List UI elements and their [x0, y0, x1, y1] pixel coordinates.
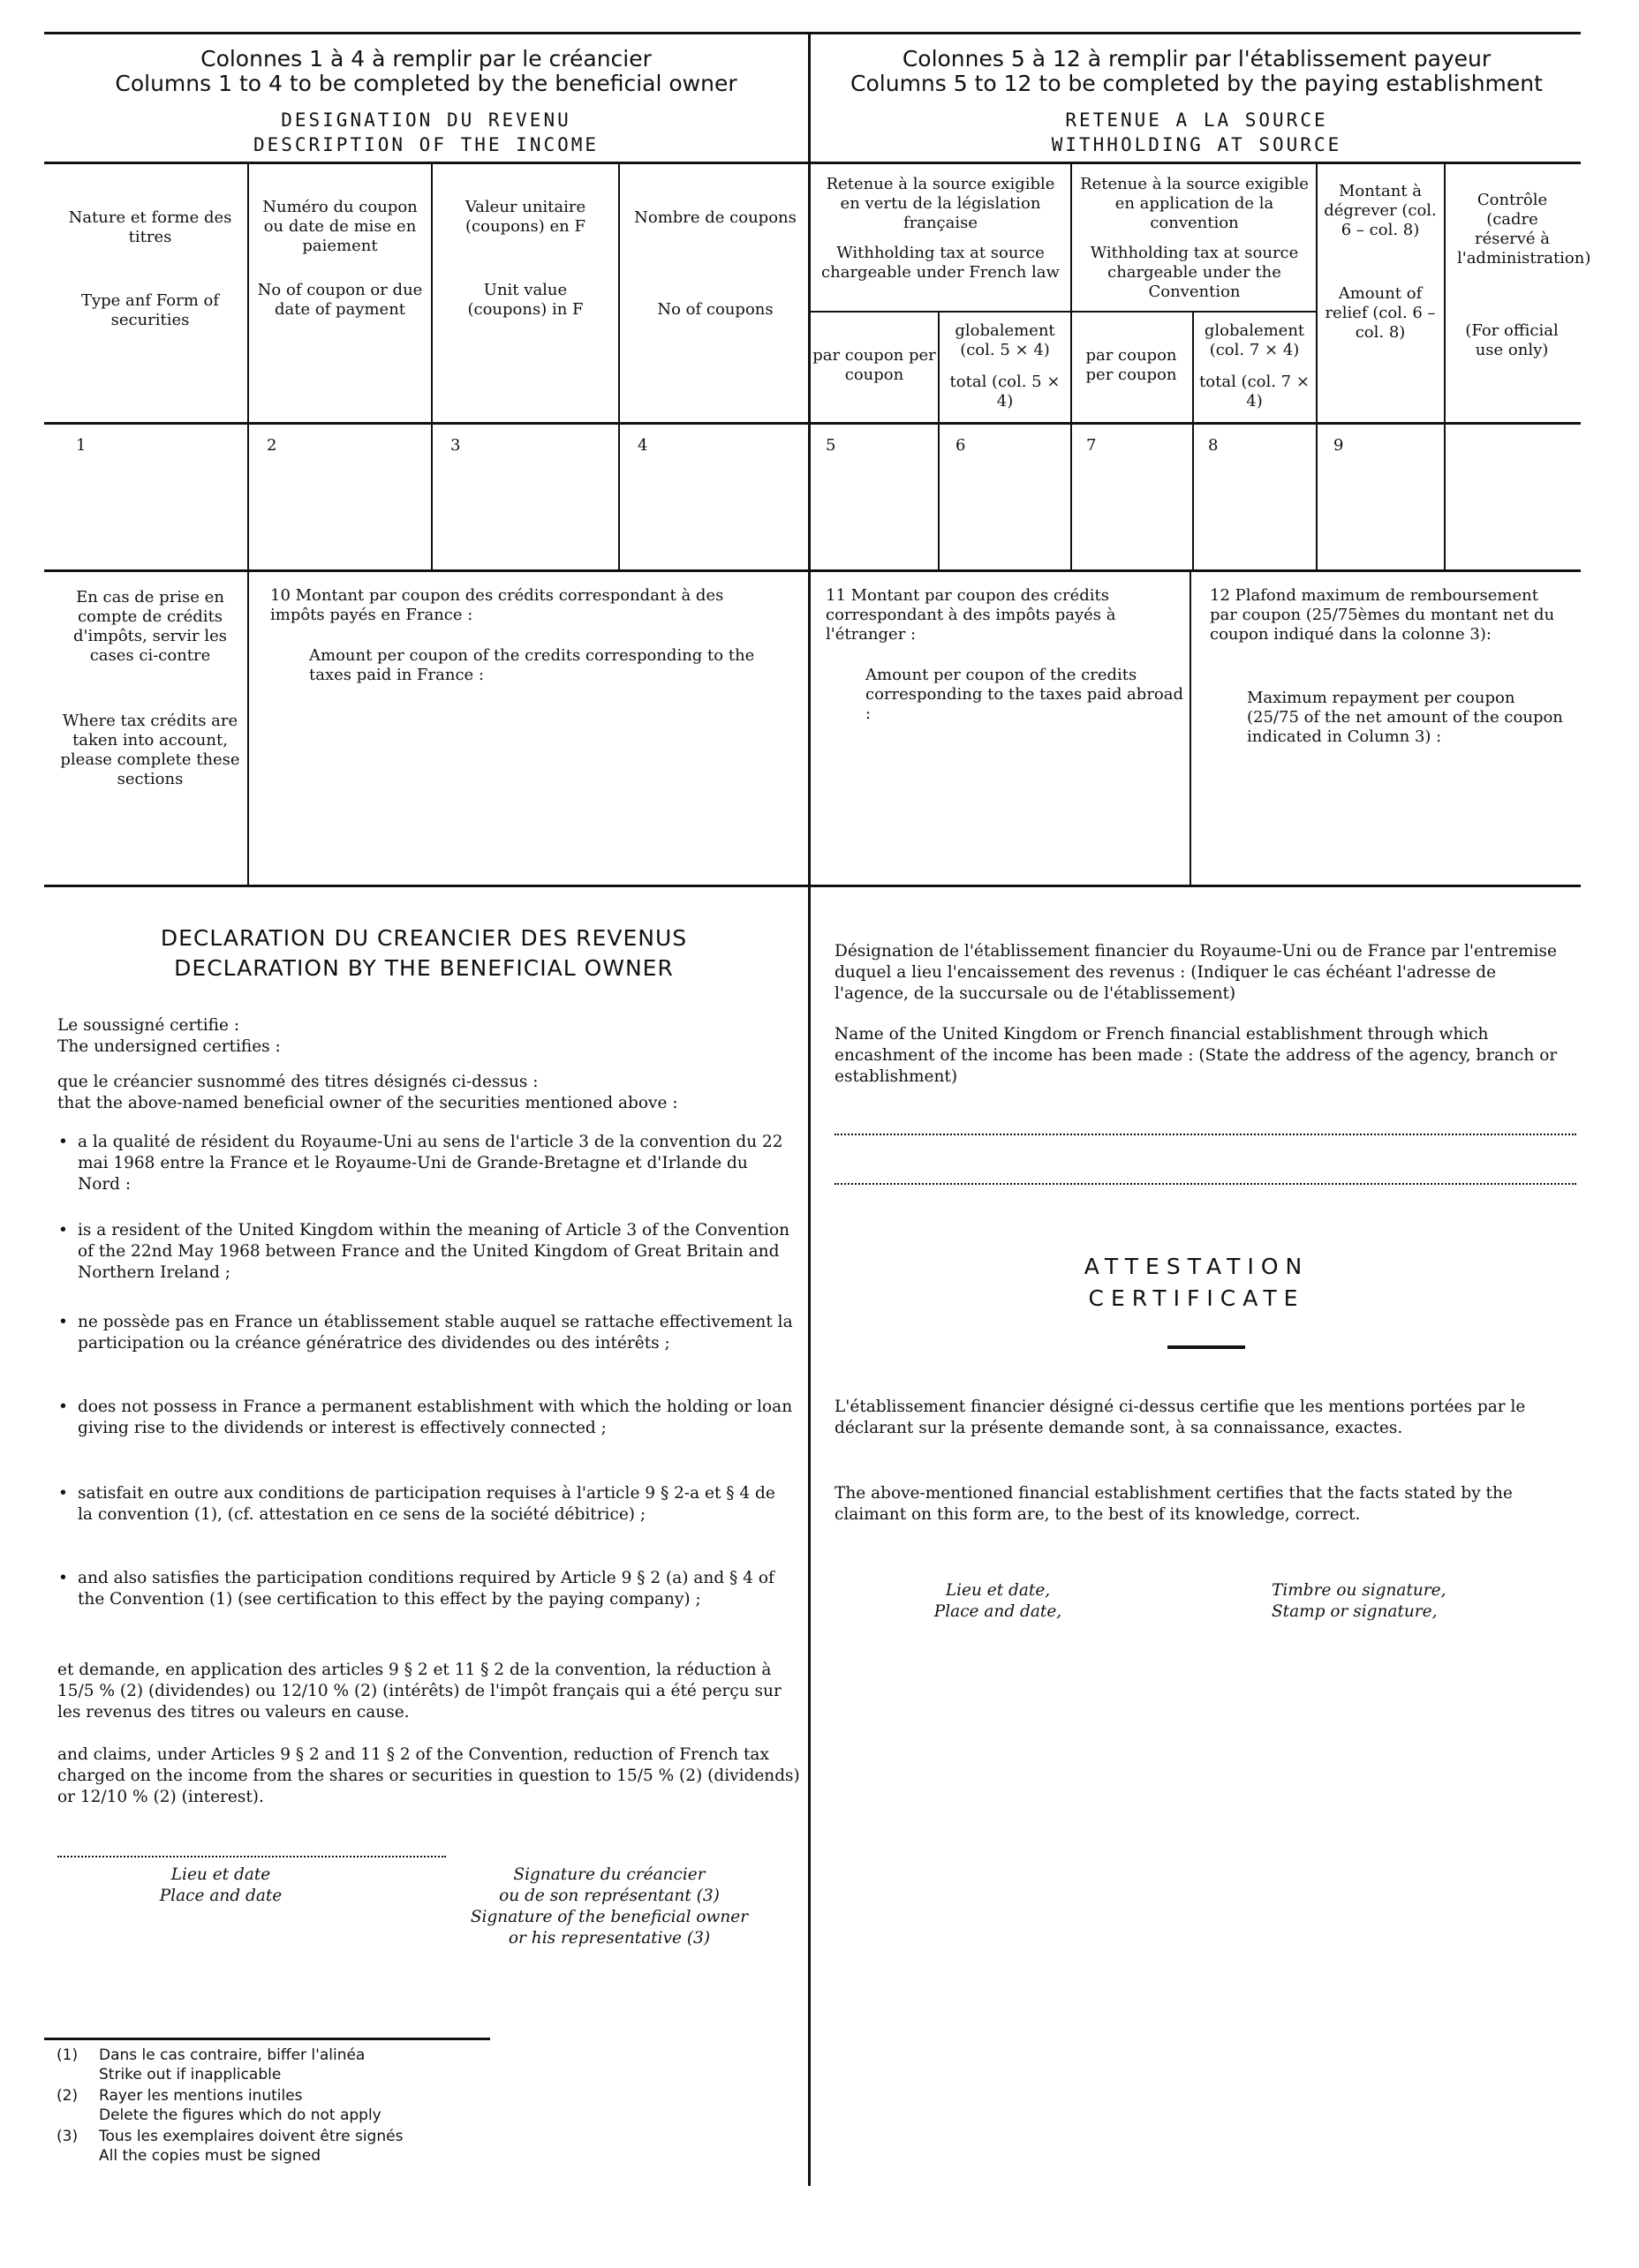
col-divider-8 — [1316, 162, 1318, 569]
col7-header: par coupon per coupon — [1085, 346, 1177, 384]
col3-header-fr: Valeur unitaire (coupons) en F — [465, 198, 586, 236]
col-number-4: 4 — [638, 436, 648, 455]
credits-bottom-rule — [44, 885, 1581, 887]
col6-header-en: total (col. 5 × 4) — [949, 373, 1061, 411]
top-rule — [44, 32, 1581, 34]
decl-p3: que le créancier susnommé des titres désignés ci-dessus : — [57, 1073, 539, 1091]
group-56-header-en: Withholding tax at source chargeable under French law — [821, 244, 1060, 282]
decl-p5: et demande, en application des articles 9 § 2 et 11 § 2 de la convention, la réduction à 15/5 % (2) (dividendes) ou 12/10 % (2) (intérêts) de l'impôt français qui a été perçu sur les revenus des titres ou valeurs en cause. — [57, 1661, 782, 1722]
col3-header-en: Unit value (coupons) in F — [467, 281, 584, 319]
footnote-1-num: (1) — [57, 2046, 79, 2064]
establishment-line-1 — [835, 1134, 1576, 1135]
credits-side-en: Where tax crédits are taken into account, please complete these sections — [60, 712, 240, 788]
col1-header-fr: Nature et forme des titres — [68, 208, 232, 246]
decl-bullet-4-text: does not possess in France a permanent establishment with which the holding or loan giving rise to the dividends or interest is effectively connected ; — [78, 1398, 793, 1437]
attestation-title-en: CERTIFICATE — [1088, 1285, 1305, 1311]
numbers-rule — [44, 422, 1581, 425]
header-right-fr: Colonnes 5 à 12 à remplir par l'établissement payeur — [902, 46, 1492, 72]
subheader-rule-right — [809, 311, 1317, 313]
col-number-6: 6 — [955, 436, 966, 455]
decl-bullet-2-text: is a resident of the United Kingdom within the meaning of Article 3 of the Convention of the 22nd May 1968 between France and the United Kingdom of Great Britain and Northern Ireland ; — [78, 1221, 790, 1282]
col10-header-fr: Contrôle (cadre réservé à l'administration) — [1457, 191, 1591, 267]
col1-header-en: Type anf Form of securities — [80, 291, 219, 329]
col-divider-9 — [1444, 162, 1446, 569]
decl-signature-fr-2: ou de son représentant (3) — [499, 1887, 720, 1905]
declaration-title-fr: DECLARATION DU CREANCIER DES REVENUS — [160, 925, 688, 951]
col-number-5: 5 — [826, 436, 836, 455]
decl-bullet-5-text: satisfait en outre aux conditions de participation requises à l'article 9 § 2-a et § 4 de la convention (1), (cf. attestation en ce sens de la société débitrice) ; — [78, 1484, 775, 1524]
credits-side-fr: En cas de prise en compte de crédits d'impôts, servir les cases ci-contre — [73, 588, 227, 665]
footnote-rule — [44, 2038, 490, 2040]
credits-divider-1 — [247, 569, 249, 885]
establishment-en: Name of the United Kingdom or French financial establishment through which encashment of the income has been made : (State the address of the agency, branch or establishment) — [835, 1025, 1558, 1086]
group-78-header-en: Withholding tax at source chargeable under the Convention — [1090, 244, 1299, 301]
decl-bullet-6: • and also satisfies the participation conditions required by Article 9 § 2 (a) and § 4 of the Convention (1) (see certification to this effect by the paying company) ; — [58, 1569, 774, 1609]
declaration-title-en: DECLARATION BY THE BENEFICIAL OWNER — [174, 955, 674, 981]
credits-divider-2 — [1190, 569, 1191, 885]
footnote-1-en: Strike out if inapplicable — [99, 2066, 282, 2083]
col-divider-1 — [247, 162, 249, 569]
header-left-en: Columns 1 to 4 to be completed by the beneficial owner — [115, 71, 737, 96]
col4-header-en: No of coupons — [657, 300, 774, 319]
col4-header-fr: Nombre de coupons — [634, 208, 797, 227]
credits-top-rule — [44, 569, 1581, 572]
footnote-2-fr: Rayer les mentions inutiles — [99, 2087, 303, 2105]
decl-p4: that the above-named beneficial owner of the securities mentioned above : — [57, 1094, 678, 1112]
credits-col11-en: Amount per coupon of the credits corresponding to the taxes paid abroad : — [865, 666, 1184, 723]
footnote-3-fr: Tous les exemplaires doivent être signés — [99, 2128, 404, 2145]
col-divider-5 — [938, 311, 940, 569]
col-divider-2 — [431, 162, 433, 569]
col2-header-en: No of coupon or due date of payment — [257, 281, 423, 319]
header-right-caps-en: WITHHOLDING AT SOURCE — [1051, 134, 1342, 155]
col-number-9: 9 — [1333, 436, 1344, 455]
attestation-fr: L'établissement financier désigné ci-dessus certifie que les mentions portées par le déclarant sur la présente demande sont, à sa connaissance, exactes. — [835, 1398, 1526, 1437]
col8-header-fr: globalement (col. 7 × 4) — [1204, 321, 1305, 359]
footnote-1-fr: Dans le cas contraire, biffer l'alinéa — [99, 2046, 366, 2064]
credits-col11-fr: 11 Montant par coupon des crédits correspondant à des impôts payés à l'étranger : — [826, 586, 1116, 644]
credits-col10-fr: 10 Montant par coupon des crédits correspondant à des impôts payés en France : — [270, 586, 724, 624]
decl-bullet-3: • ne possède pas en France un établissement stable auquel se rattache effectivement la participation ou la créance génératrice des dividendes ou des intérêts ; — [58, 1313, 793, 1353]
decl-bullet-1-text: a la qualité de résident du Royaume-Uni au sens de l'article 3 de la convention du 22 mai 1968 entre la France et le Royaume-Uni de Grande-Bretagne et d'Irlande du Nord : — [78, 1133, 783, 1194]
attestation-stamp-en: Stamp or signature, — [1272, 1602, 1438, 1621]
header-left-fr: Colonnes 1 à 4 à remplir par le créancier — [200, 46, 652, 72]
col9-header-en: Amount of relief (col. 6 – col. 8) — [1325, 284, 1436, 342]
attestation-place-en: Place and date, — [933, 1602, 1062, 1621]
col-number-2: 2 — [267, 436, 277, 455]
attestation-stamp-fr: Timbre ou signature, — [1272, 1581, 1446, 1600]
col8-header-en: total (col. 7 × 4) — [1199, 373, 1310, 411]
credits-col10-en: Amount per coupon of the credits corresponding to the taxes paid in France : — [309, 646, 755, 684]
credits-col12-en: Maximum repayment per coupon (25/75 of the net amount of the coupon indicated in Column 3) : — [1247, 689, 1563, 746]
col6-header-fr: globalement (col. 5 × 4) — [955, 321, 1055, 359]
col-number-8: 8 — [1208, 436, 1219, 455]
establishment-fr: Désignation de l'établissement financier du Royaume-Uni ou de France par l'entremise duquel a lieu l'encaissement des revenus : (Indiquer le cas échéant l'adresse de l'agence, de la succursale ou de l'établissement) — [835, 942, 1557, 1003]
attestation-underline — [1167, 1345, 1245, 1349]
footnote-2-num: (2) — [57, 2087, 79, 2105]
decl-p6: and claims, under Articles 9 § 2 and 11 § 2 of the Convention, reduction of French tax charged on the income from the shares or securities in question to 15/5 % (2) (dividends) or 12/10 % (2) (interest). — [57, 1745, 800, 1806]
col-divider-6 — [1070, 162, 1072, 569]
col-divider-3 — [618, 162, 620, 569]
decl-bullet-5: • satisfait en outre aux conditions de participation requises à l'article 9 § 2-a et § 4 de la convention (1), (cf. attestation en ce sens de la société débitrice) ; — [58, 1484, 775, 1524]
col10-header-en: (For official use only) — [1465, 321, 1559, 359]
decl-signature-en-1: Signature of the beneficial owner — [470, 1908, 749, 1926]
group-56-header-fr: Retenue à la source exigible en vertu de la législation française — [826, 175, 1055, 232]
decl-place-line — [57, 1856, 446, 1857]
col-number-1: 1 — [76, 436, 87, 455]
attestation-place-fr: Lieu et date, — [945, 1581, 1051, 1600]
header-right-en: Columns 5 to 12 to be completed by the paying establishment — [850, 71, 1543, 96]
group-78-header-fr: Retenue à la source exigible en application de la convention — [1080, 175, 1309, 232]
col2-header-fr: Numéro du coupon ou date de mise en paiement — [262, 198, 418, 255]
center-divider — [808, 32, 811, 2186]
attestation-en: The above-mentioned financial establishment certifies that the facts stated by the claimant on this form are, to the best of its knowledge, correct. — [835, 1484, 1513, 1524]
col-number-3: 3 — [450, 436, 461, 455]
attestation-title-fr: ATTESTATION — [1084, 1254, 1310, 1279]
col9-header-fr: Montant à dégrever (col. 6 – col. 8) — [1324, 182, 1437, 239]
decl-bullet-1: • a la qualité de résident du Royaume-Uni au sens de l'article 3 de la convention du 22 mai 1968 entre la France et le Royaume-Uni de Grande-Bretagne et d'Irlande du Nord : — [58, 1133, 783, 1194]
header-left-caps-fr: DESIGNATION DU REVENU — [281, 109, 571, 131]
decl-bullet-4: • does not possess in France a permanent establishment with which the holding or loan giving rise to the dividends or interest is effectively connected ; — [58, 1398, 793, 1437]
col-number-7: 7 — [1086, 436, 1097, 455]
header-right-caps-fr: RETENUE A LA SOURCE — [1065, 109, 1328, 131]
decl-bullet-2: • is a resident of the United Kingdom within the meaning of Article 3 of the Convention of the 22nd May 1968 between France and the United Kingdom of Great Britain and Northern Ireland ; — [58, 1221, 790, 1282]
decl-signature-en-2: or his representative (3) — [508, 1929, 711, 1948]
table-header-rule — [44, 162, 1581, 164]
decl-place-fr: Lieu et date — [170, 1865, 271, 1884]
decl-place-en: Place and date — [159, 1887, 283, 1905]
decl-bullet-6-text: and also satisfies the participation conditions required by Article 9 § 2 (a) and § 4 of the Convention (1) (see certification to this effect by the paying company) ; — [78, 1569, 774, 1609]
footnote-3-en: All the copies must be signed — [99, 2147, 321, 2165]
decl-p1: Le soussigné certifie : — [57, 1016, 240, 1035]
footnote-3-num: (3) — [57, 2128, 79, 2145]
decl-p2: The undersigned certifies : — [57, 1037, 281, 1056]
credits-col12-fr: 12 Plafond maximum de remboursement par coupon (25/75èmes du montant net du coupon indiqué dans la colonne 3): — [1210, 586, 1555, 644]
decl-bullet-3-text: ne possède pas en France un établissement stable auquel se rattache effectivement la participation ou la créance génératrice des dividendes ou des intérêts ; — [78, 1313, 793, 1353]
col-divider-7 — [1192, 311, 1194, 569]
establishment-line-2 — [835, 1183, 1576, 1185]
footnote-2-en: Delete the figures which do not apply — [99, 2106, 381, 2124]
header-left-caps-en: DESCRIPTION OF THE INCOME — [253, 134, 600, 155]
col5-header: par coupon per coupon — [812, 346, 936, 384]
decl-signature-fr-1: Signature du créancier — [513, 1865, 706, 1884]
